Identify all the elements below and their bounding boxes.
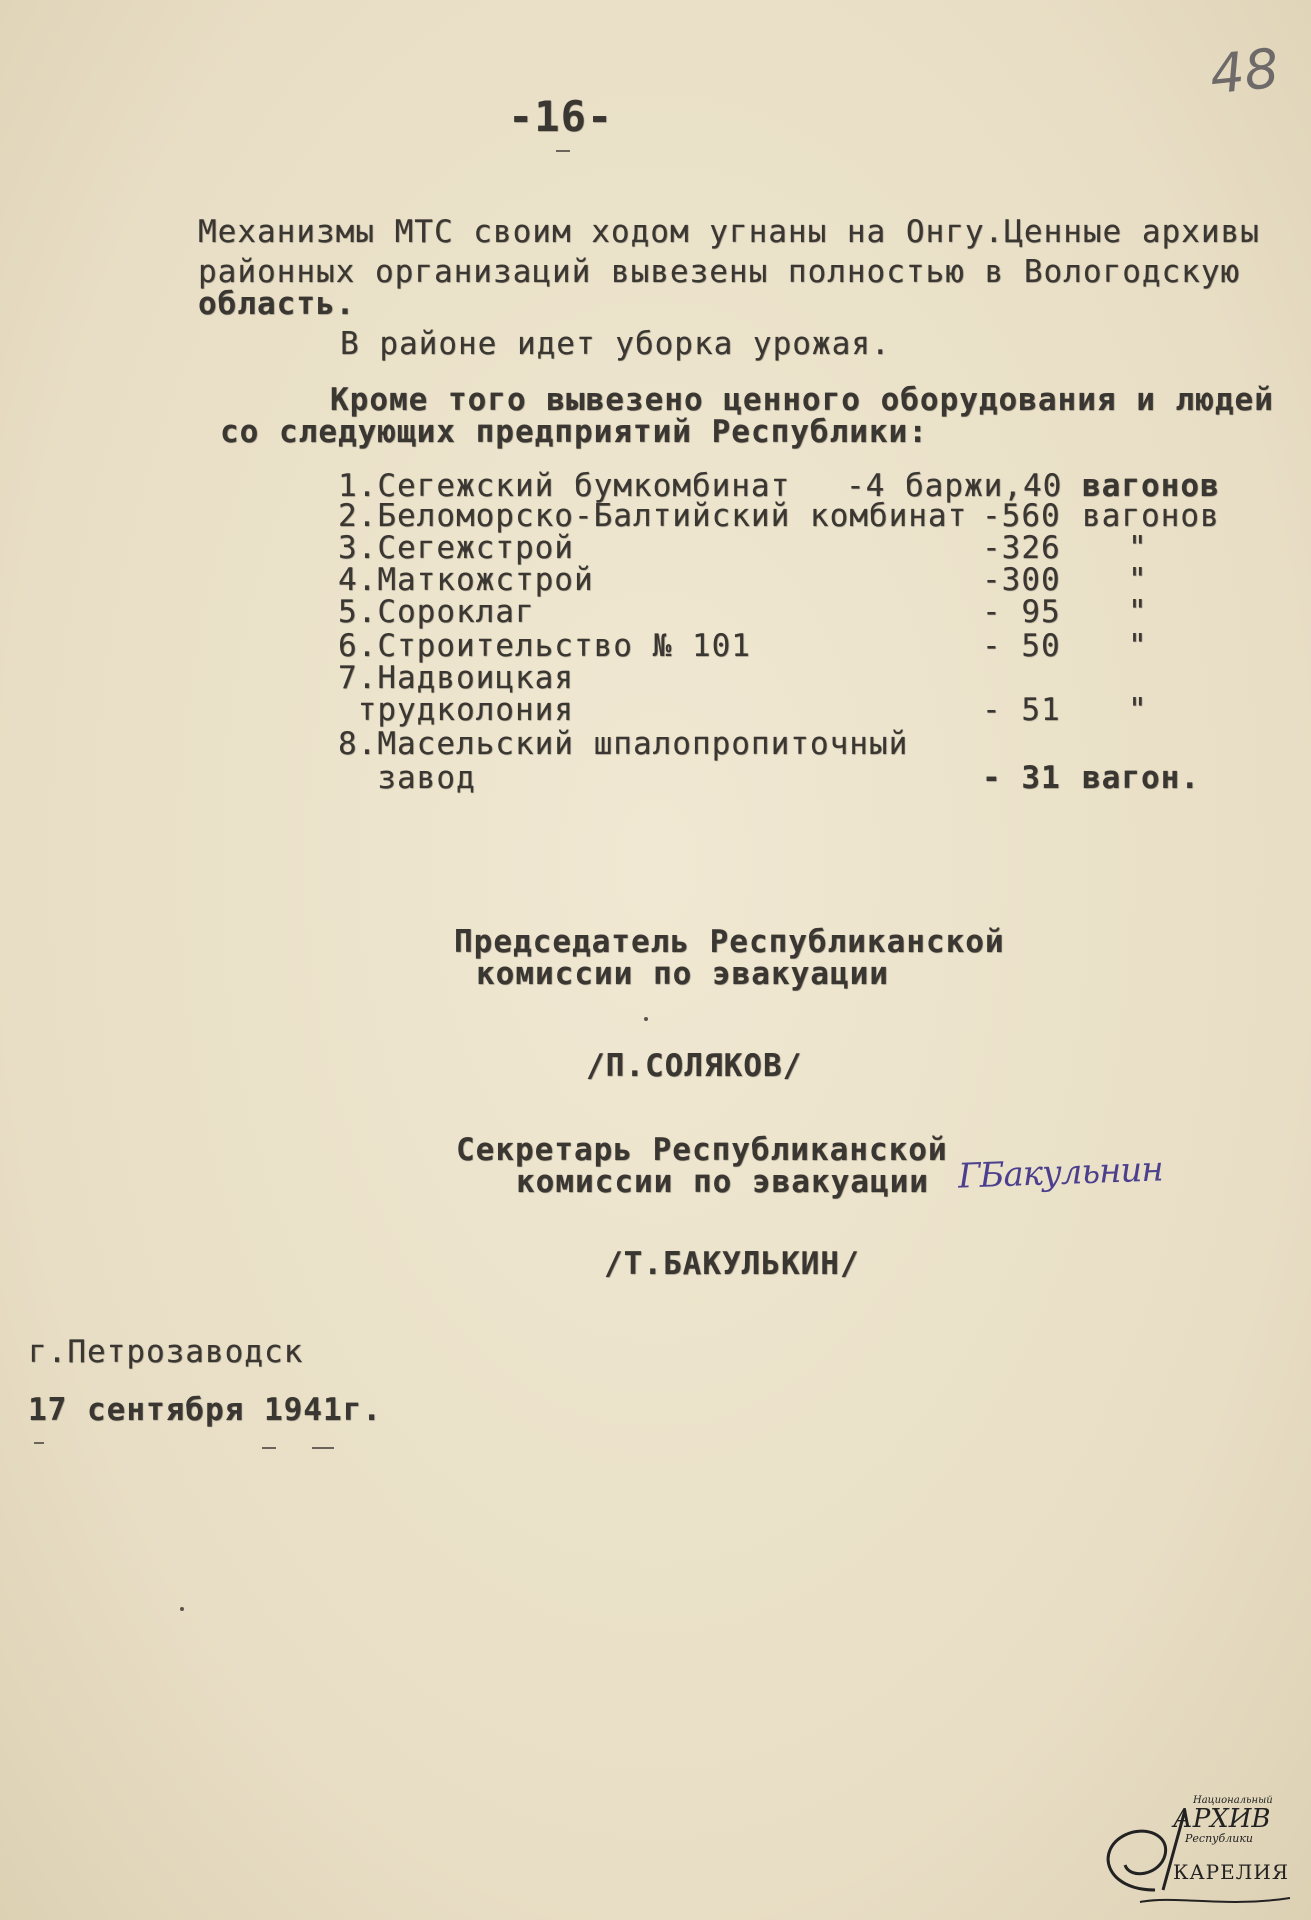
item-unit: "	[1128, 692, 1148, 728]
list-item	[0, 760, 1311, 794]
item-unit: "	[1128, 628, 1148, 664]
ink-mark	[556, 150, 570, 152]
item-name: 3.Сегежстрой	[338, 530, 574, 566]
list-item	[0, 468, 1311, 502]
paragraph1-line2: районных организаций вывезены полностью в Вологодскую	[198, 254, 1241, 290]
item-value: -560	[982, 498, 1061, 534]
list-item	[0, 594, 1311, 628]
paragraph1-line1: Механизмы МТС своим ходом угнаны на Онгу.Ценные архивы	[198, 214, 1260, 250]
item-value: -4 баржи,40	[846, 468, 1063, 504]
item-value: - 50	[982, 628, 1061, 664]
item-unit: вагон.	[1082, 760, 1200, 796]
archive-logo-line2: АРХИВ	[1173, 1804, 1271, 1834]
item-value: -326	[982, 530, 1061, 566]
item-name: 7.Надвоицкая	[338, 660, 574, 696]
folio-number: 48	[1206, 36, 1282, 107]
secretary-title-line1: Секретарь Республиканской	[456, 1132, 948, 1168]
archive-logo-line1: Национальный	[1193, 1795, 1273, 1806]
list-item	[0, 660, 1311, 694]
item-unit: "	[1128, 562, 1148, 598]
item-name: 2.Беломорско-Балтийский комбинат	[338, 498, 968, 534]
chair-name: /П.СОЛЯКОВ/	[586, 1048, 803, 1084]
place: г.Петрозаводск	[28, 1334, 304, 1370]
paragraph3-line1: Кроме того вывезено ценного оборудования и людей	[330, 382, 1274, 418]
ink-mark	[644, 1017, 648, 1021]
paragraph2: В районе идет уборка урожая.	[340, 326, 891, 362]
secretary-signature: ГБакульнин	[957, 1149, 1164, 1197]
list-item	[0, 628, 1311, 662]
item-value: - 95	[982, 594, 1061, 630]
secretary-name: /Т.БАКУЛЬКИН/	[604, 1246, 860, 1282]
item-value: -300	[982, 562, 1061, 598]
secretary-title-line2: комиссии по эвакуации	[516, 1164, 929, 1200]
item-unit: "	[1128, 530, 1148, 566]
item-name: 8.Масельский шпалопропиточный	[338, 726, 909, 762]
archive-logo-line3: Республики	[1185, 1832, 1253, 1845]
page-number: -16-	[508, 92, 614, 141]
list-item	[0, 498, 1311, 532]
item-name: 1.Сегежский бумкомбинат	[338, 468, 791, 504]
item-unit: "	[1128, 594, 1148, 630]
item-name: 5.Сороклаг	[338, 594, 535, 630]
item-name-continued: завод	[338, 760, 476, 796]
ink-mark	[34, 1442, 44, 1444]
list-item	[0, 562, 1311, 596]
item-name-continued: трудколония	[338, 692, 574, 728]
item-unit: вагонов	[1082, 498, 1220, 534]
paragraph3-line2: со следующих предприятий Республики:	[220, 414, 928, 450]
archive-logo	[1085, 1790, 1300, 1910]
ink-mark	[262, 1447, 276, 1449]
item-name: 4.Маткожстрой	[338, 562, 594, 598]
ink-mark	[180, 1607, 184, 1611]
list-item	[0, 692, 1311, 726]
paragraph1-line3: область.	[198, 286, 356, 322]
chair-title-line1: Председатель Республиканской	[454, 924, 1005, 960]
item-unit: вагонов	[1082, 468, 1220, 504]
date: 17 сентября 1941г.	[28, 1392, 382, 1428]
list-item	[0, 530, 1311, 564]
list-item	[0, 726, 1311, 760]
item-name: 6.Строительство № 101	[338, 628, 751, 664]
archive-logo-line4: КАРЕЛИЯ	[1173, 1860, 1289, 1884]
chair-title-line2: комиссии по эвакуации	[476, 956, 889, 992]
item-value: - 31	[982, 760, 1061, 796]
ink-mark	[312, 1447, 334, 1449]
item-value: - 51	[982, 692, 1061, 728]
